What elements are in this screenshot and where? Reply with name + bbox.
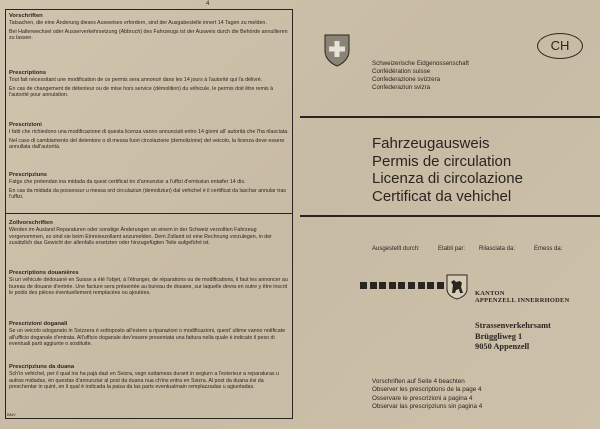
bottom-rule xyxy=(300,215,600,217)
form-code: BMV xyxy=(7,412,16,417)
section-title: Prescriptions xyxy=(9,70,47,76)
section-title: Prescrizioni doganali xyxy=(9,321,68,327)
section-text: Se un veicolo sdoganato in Svizzera è sottoposto all'estero a riparazioni o modificazioni, quest' ultime vanno notificate all'ufficio doganale d'entrata. All'ufficio doganale dev'essere presentata una fattura nella quale è indicato il peso di eventuali parti aggiunte o sostituite. xyxy=(9,328,286,348)
section-text: Tatsachen, die eine Änderung dieses Ausweises erfordern, sind der Ausgabestelle innert 14 Tagen zu melden. xyxy=(9,20,267,27)
section-title: Vorschriften xyxy=(9,13,43,19)
section-prescripziuns xyxy=(9,172,289,203)
section-title: Prescripziuns xyxy=(9,172,48,178)
title-it: Licenza di circolazione xyxy=(372,170,523,187)
regulations-panel xyxy=(5,9,293,419)
country-code-oval: CH xyxy=(537,33,583,59)
page-number: 4 xyxy=(206,1,210,7)
square-dot-row xyxy=(360,276,446,286)
section-title: Zollvorschriften xyxy=(9,220,53,226)
swiss-coat-of-arms-icon xyxy=(323,33,351,67)
section-text: En cas da midada da possessur u messa ord circulaziun (demoliziun) dal vehichel è il certificat da laschar annular tras l'uffizi. xyxy=(9,187,287,201)
title-fr: Permis de circulation xyxy=(372,152,512,170)
confederation-fr: Confédération suisse xyxy=(372,68,431,75)
section-title: Prescriptions douanières xyxy=(9,270,79,276)
kanton-region: APPENZELL INNERRHODEN xyxy=(475,297,570,304)
section-text: Si un véhicule dédouané en Suisse a été l'objet, à l'étranger, de réparations ou de modifications, il faut les annoncer au bureau de douane d'entrée. Une facture sera présentée au bureau de douane, sur laquelle devra en outre y être inscrit le poids des pièces éventuellement remplacées ou ajoutées. xyxy=(9,277,288,297)
section-prescriptions xyxy=(9,70,289,101)
issuing-office-address xyxy=(475,321,551,353)
cover-panel xyxy=(300,0,600,429)
section-text: Werden im Ausland Reparaturen oder sonstige Änderungen an einem in der Schweiz verzollten Fahrzeug vorgenommen, so sind sie beim Einreisezollamt anzumelden. Dem Zollamt ist eine Rechnung vorzulegen, in der zusätzlich das Gewicht der allenfalls ersetzten oder hinzugefügten Teile aufgeführt ist. xyxy=(9,227,272,247)
section-text: Fatgs che pretendan ina midada da quest certificat èn d'annunziar a l'uffizi d'emissiun entaifer 14 dis. xyxy=(9,179,246,186)
kanton-label: KANTON xyxy=(475,290,505,297)
section-vorschriften xyxy=(9,13,289,44)
appenzell-bear-crest-icon xyxy=(446,274,468,300)
section-divider xyxy=(6,213,292,214)
confederation-rm: Confederaziun svizra xyxy=(372,84,431,91)
section-douanieres xyxy=(9,270,289,299)
section-duana xyxy=(9,364,289,393)
office-street: Brüggliweg 1 xyxy=(475,331,523,341)
section-text: Bei Halterwechsel oder Ausserverkehrsetzung (Abbruch) des Fahrzeugs ist der Ausweis durch die Behörde annullieren zu lassen. xyxy=(9,28,288,42)
note-de: Vorschriften auf Seite 4 beachten xyxy=(372,378,465,385)
section-doganali xyxy=(9,321,289,350)
title-rm: Certificat da vehichel xyxy=(372,187,512,205)
document-titles xyxy=(372,135,523,205)
section-text: Sch'in vehichel, per il qual ins ha pajà dazi en Svizra, vegn suttamess durant in segiurn a l'exterieur a reparaturas u autras midadas, èn questas d'annunziar al post da duana nua ch'ins entra en Svizra. Al post da duana èsi da preschentar in quint, en il qual è indicada la paisa da las parts eventualmain remplazzadas u agiuntadas. xyxy=(9,371,279,391)
confederation-names xyxy=(372,60,469,92)
note-rm: Observar las prescripziuns sin pagina 4 xyxy=(372,402,483,410)
office-name: Strassenverkehrsamt xyxy=(475,321,551,330)
section-text: Nel caso di cambiamento del detentore o di messa fuori circolazione (demolizione) del veicolo, la licenza deve essere annullata dall'autorità. xyxy=(9,137,285,151)
section-text: En cas de changement de détenteur ou de mise hors service (démolition) du véhicule, le permis doit être remis à l'autorité pour annulation. xyxy=(9,85,274,99)
section-prescrizioni xyxy=(9,122,289,153)
section-zollvorschriften xyxy=(9,220,289,249)
confederation-de: Schweizerische Eidgenossenschaft xyxy=(372,60,469,67)
section-text: I fatti che richiedono una modificazione di questa licenza vanno annunciati entro 14 giorni all' autorità che l'ha rilasciata. xyxy=(9,129,289,136)
office-city: 9050 Appenzell xyxy=(475,342,530,351)
top-rule xyxy=(300,116,600,118)
kanton-name xyxy=(475,290,570,304)
title-de: Fahrzeugausweis xyxy=(372,135,490,152)
page-reference-notes xyxy=(372,378,482,411)
issued-by-it: Rilasciata da: xyxy=(479,246,516,252)
section-title: Prescrizioni xyxy=(9,122,42,128)
note-fr: Observer les prescriptions de la page 4 xyxy=(372,386,482,394)
issued-by-fr: Etabli par: xyxy=(438,246,466,252)
section-text: Tout fait nécessitant une modification de ce permis sera annoncé dans les 14 jours à l'autorité qui l'a délivré. xyxy=(9,77,263,84)
issued-by-rm: Emess da: xyxy=(534,246,563,252)
confederation-it: Confederazione svizzera xyxy=(372,76,441,83)
section-title: Prescripziuns da duana xyxy=(9,364,75,370)
issued-by-de: Ausgestellt durch: xyxy=(372,246,420,252)
note-it: Osservare le prescrizioni a pagina 4 xyxy=(372,394,473,402)
